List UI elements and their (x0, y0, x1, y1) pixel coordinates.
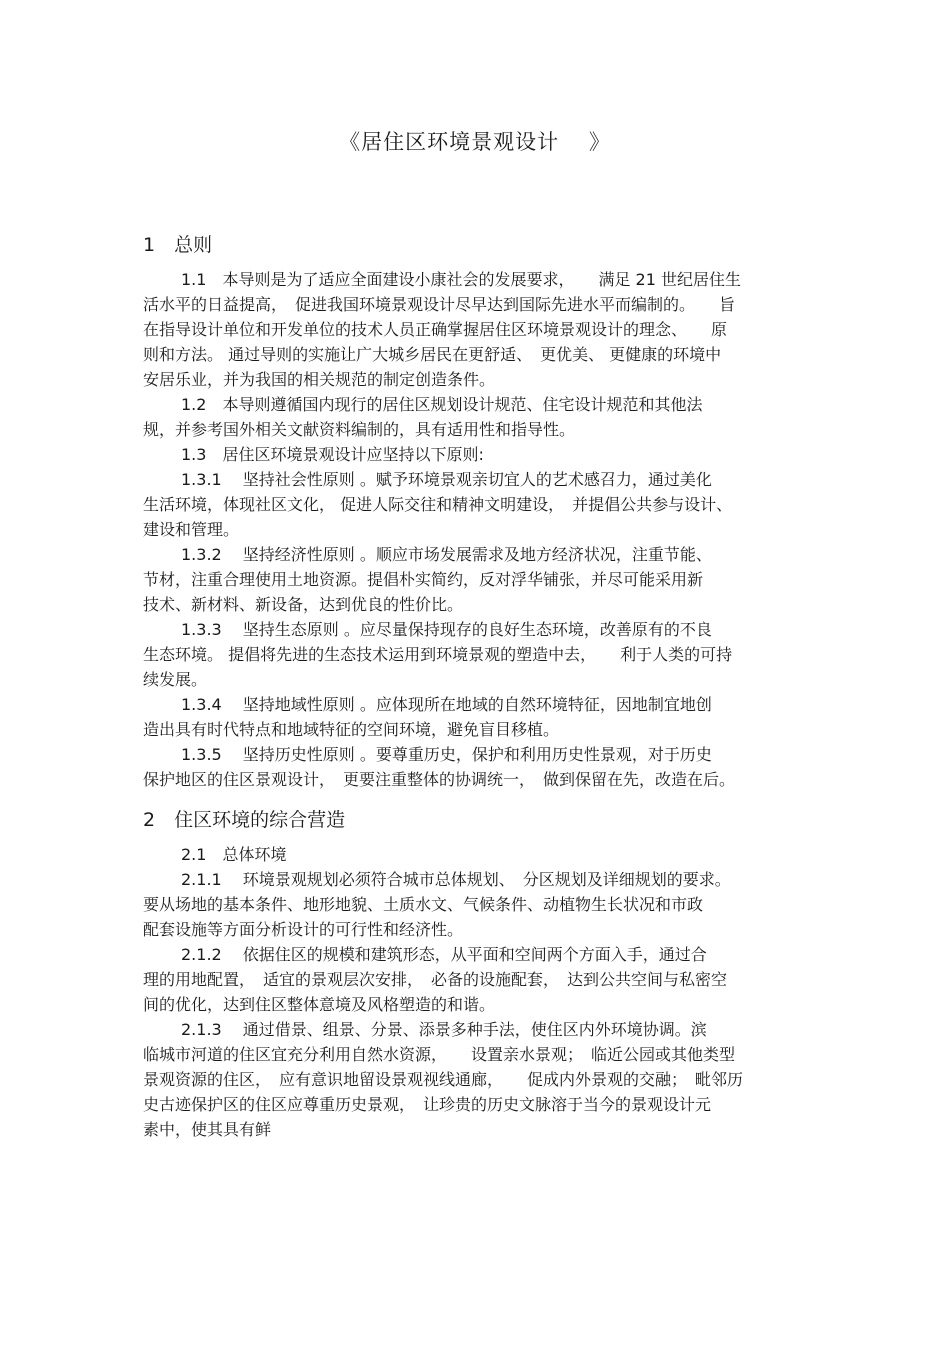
section-heading-2: 2 住区环境的综合营造 (143, 809, 346, 831)
paragraph-line: 理的用地配置， 适宜的景观层次安排， 必备的设施配套， 达到公共空间与私密空 (143, 970, 728, 989)
paragraph-line: 1.3 居住区环境景观设计应坚持以下原则: (181, 445, 484, 464)
paragraph-line: 续发展。 (143, 670, 208, 689)
paragraph-line: 生态环境。 提倡将先进的生态技术运用到环境景观的塑造中去， 利于人类的可持 (143, 645, 733, 664)
paragraph-line: 2.1 总体环境 (181, 845, 287, 864)
paragraph-line: 景观资源的住区， 应有意识地留设景观视线通廊， 促成内外景观的交融； 毗邻历 (143, 1070, 744, 1089)
paragraph-line: 临城市河道的住区宜充分利用自然水资源， 设置亲水景观； 临近公园或其他类型 (143, 1045, 736, 1064)
paragraph-line: 1.3.2 坚持经济性原则 。顺应市场发展需求及地方经济状况，注重节能、 (181, 545, 712, 564)
paragraph-line: 素中，使其具有鲜 (143, 1120, 272, 1139)
paragraph-line: 间的优化，达到住区整体意境及风格塑造的和谐。 (143, 995, 496, 1014)
paragraph-line: 2.1.1 环境景观规划必须符合城市总体规划、 分区规划及详细规划的要求。 (181, 870, 731, 889)
paragraph-line: 造出具有时代特点和地域特征的空间环境，避免盲目移植。 (143, 720, 560, 739)
paragraph-line: 规，并参考国外相关文献资料编制的，具有适用性和指导性。 (143, 420, 576, 439)
paragraph-line: 1.3.5 坚持历史性原则 。要尊重历史，保护和利用历史性景观，对于历史 (181, 745, 712, 764)
paragraph-line: 1.3.1 坚持社会性原则 。赋予环境景观亲切宜人的艺术感召力，通过美化 (181, 470, 712, 489)
paragraph-line: 要从场地的基本条件、地形地貌、土质水文、气候条件、动植物生长状况和市政 (143, 895, 704, 914)
paragraph-line: 技术、新材料、新设备，达到优良的性价比。 (143, 595, 464, 614)
paragraph-line: 1.1 本导则是为了适应全面建设小康社会的发展要求， 满足 21 世纪居住生 (181, 270, 741, 289)
document-title: 《居住区环境景观设计 》 (339, 130, 611, 154)
paragraph-line: 2.1.3 通过借景、组景、分景、添景多种手法，使住区内外环境协调。滨 (181, 1020, 707, 1039)
paragraph-line: 建设和管理。 (143, 520, 240, 539)
paragraph-line: 则和方法。 通过导则的实施让广大城乡居民在更舒适、 更优美、 更健康的环境中 (143, 345, 722, 364)
paragraph-line: 活水平的日益提高， 促进我国环境景观设计尽早达到国际先进水平而编制的。 旨 (143, 295, 736, 314)
paragraph-line: 1.3.3 坚持生态原则 。应尽量保持现存的良好生态环境，改善原有的不良 (181, 620, 712, 639)
paragraph-line: 1.2 本导则遵循国内现行的居住区规划设计规范、住宅设计规范和其他法 (181, 395, 703, 414)
paragraph-line: 安居乐业，并为我国的相关规范的制定创造条件。 (143, 370, 496, 389)
paragraph-line: 节材，注重合理使用土地资源。提倡朴实简约，反对浮华铺张，并尽可能采用新 (143, 570, 704, 589)
paragraph-line: 2.1.2 依据住区的规模和建筑形态，从平面和空间两个方面入手，通过合 (181, 945, 707, 964)
section-heading-1: 1 总则 (143, 234, 213, 256)
paragraph-line: 配套设施等方面分析设计的可行性和经济性。 (143, 920, 464, 939)
paragraph-line: 保护地区的住区景观设计， 更要注重整体的协调统一， 做到保留在先，改造在后。 (143, 770, 736, 789)
paragraph-line: 史古迹保护区的住区应尊重历史景观， 让珍贵的历史文脉溶于当今的景观设计元 (143, 1095, 712, 1114)
paragraph-line: 1.3.4 坚持地域性原则 。应体现所在地域的自然环境特征，因地制宜地创 (181, 695, 712, 714)
paragraph-line: 在指导设计单位和开发单位的技术人员正确掌握居住区环境景观设计的理念、 原 (143, 320, 728, 339)
paragraph-line: 生活环境，体现社区文化， 促进人际交往和精神文明建设， 并提倡公共参与设计、 (143, 495, 733, 514)
